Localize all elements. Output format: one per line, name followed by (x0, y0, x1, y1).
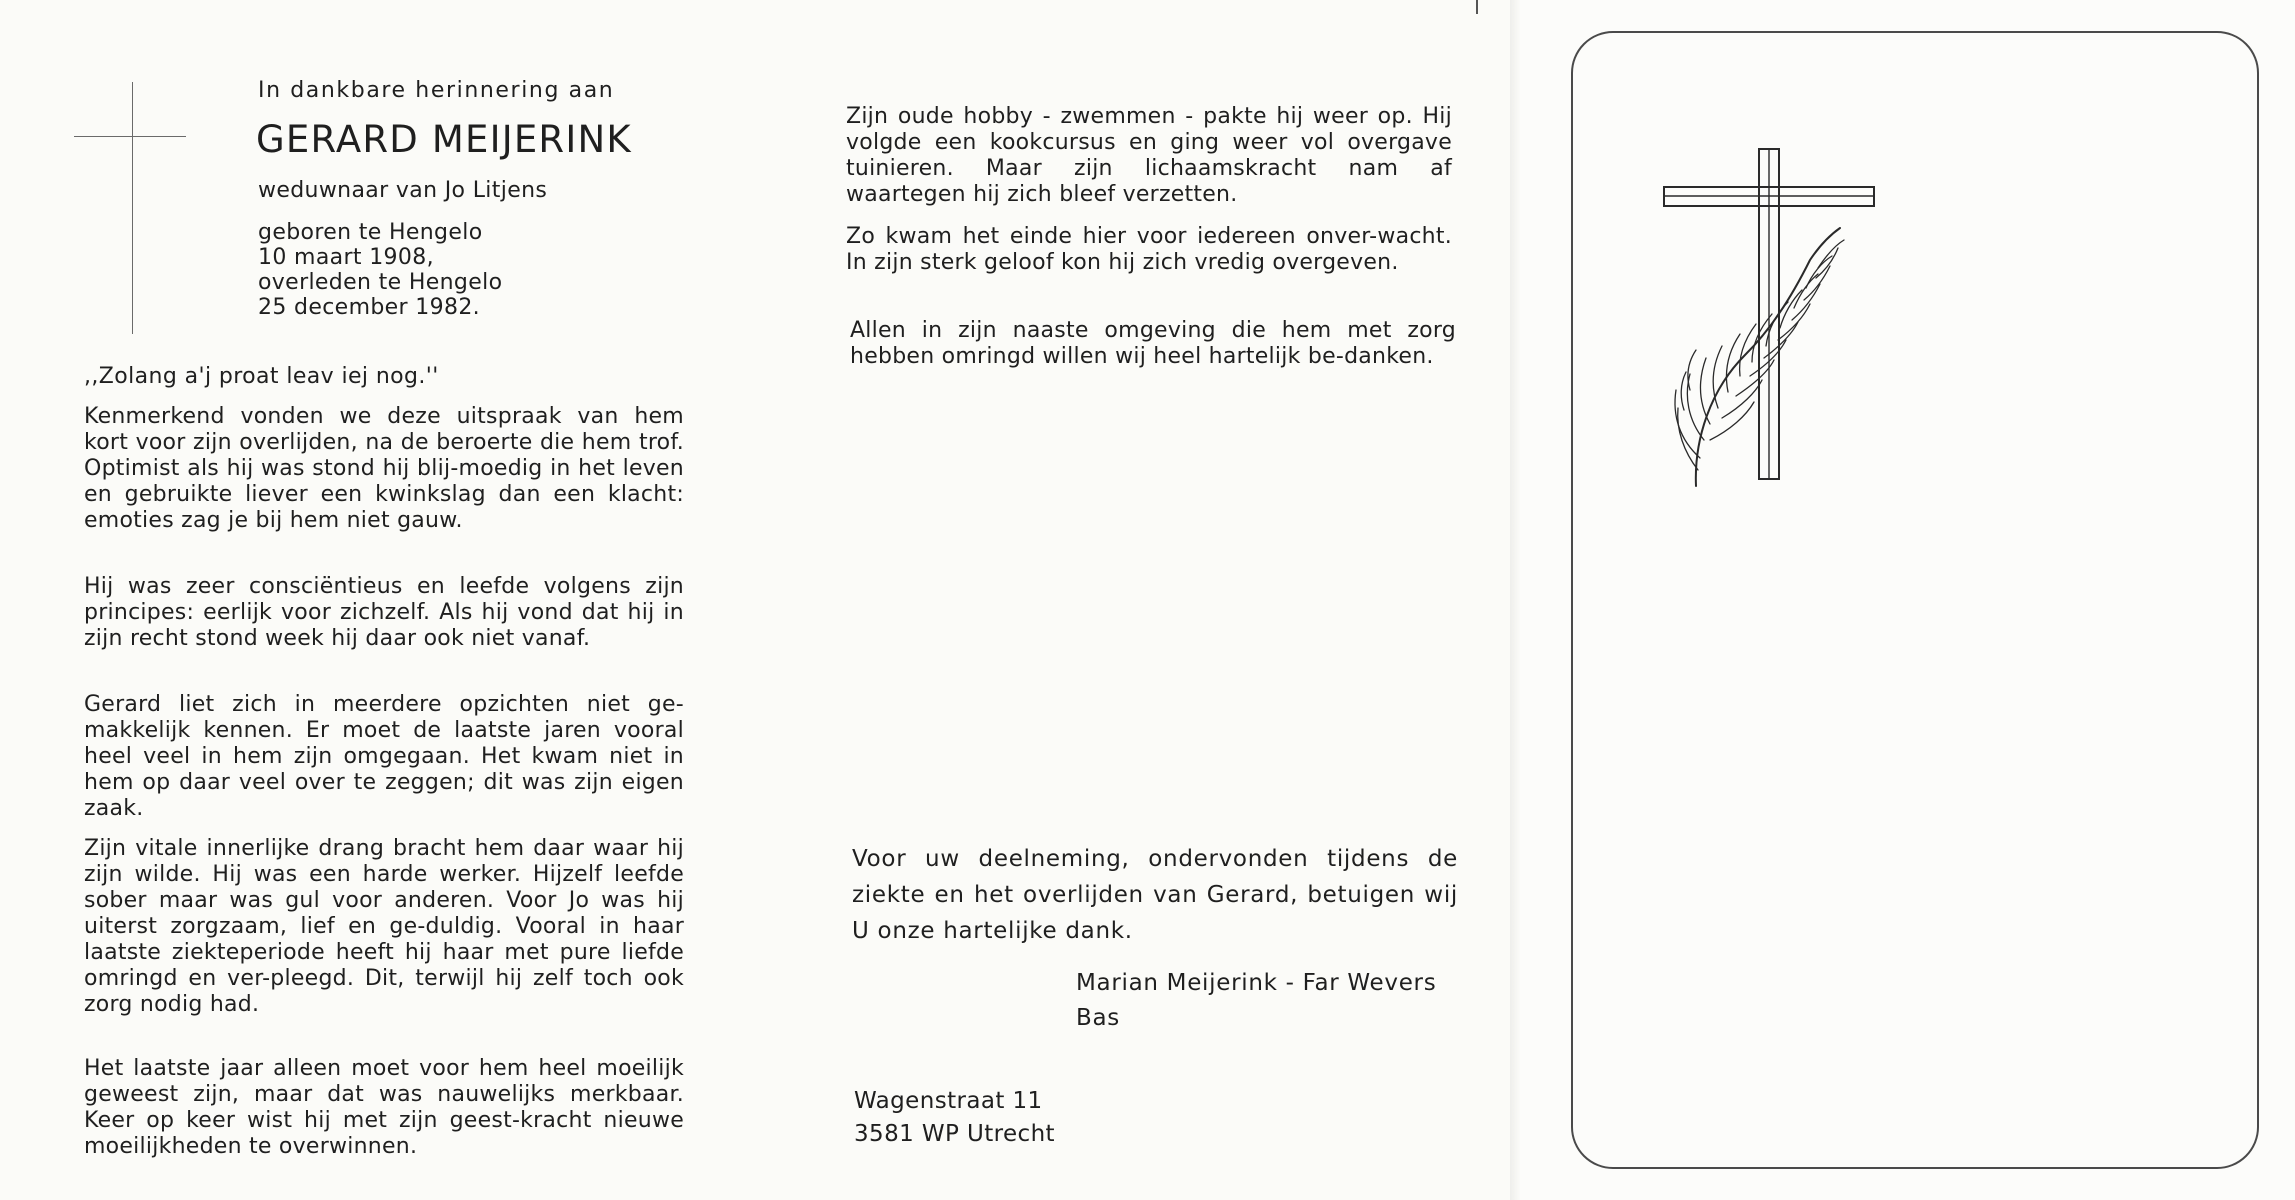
signature-block (1076, 966, 1436, 1036)
address-street: Wagenstraat 11 (854, 1088, 1043, 1114)
left-paragraph-1: Kenmerkend vonden we deze uitspraak van hem kort voor zijn overlijden, na de beroerte die hem trof. Optimist als hij was stond hij blij-moedig in het leven en gebruikte liever een kwinkslag dan een klacht: emoties zag je bij hem niet gauw. (84, 404, 684, 533)
signature-line-1: Marian Meijerink - Far Wevers (1076, 970, 1437, 996)
left-paragraph-5: Het laatste jaar alleen moet voor hem heel moeilijk geweest zijn, maar dat was nauwelijks merkbaar. Keer op keer wist hij met zijn geest-kracht nieuwe moeilijkheden te overwinnen. (84, 1056, 684, 1159)
cross-with-palm-icon (1650, 140, 1890, 500)
intro-line: In dankbare herinnering aan (258, 78, 615, 103)
card-fold-shadow (1510, 0, 1520, 1200)
address-city: 3581 WP Utrecht (854, 1121, 1055, 1147)
signature-line-2: Bas (1076, 1005, 1120, 1031)
fold-mark (1476, 0, 1478, 14)
middle-paragraph-1: Zijn oude hobby - zwemmen - pakte hij weer op. Hij volgde een kookcursus en ging weer vol overgave tuinieren. Maar zijn lichaamskracht nam af waartegen hij zich bleef verzetten. (846, 104, 1452, 207)
middle-paragraph-3: Allen in zijn naaste omgeving die hem met zorg hebben omringd willen wij heel hartelijk be-danken. (850, 318, 1456, 369)
quote: ,,Zolang a'j proat leav iej nog.'' (84, 364, 439, 389)
birth-place: geboren te Hengelo (258, 220, 483, 245)
left-paragraph-3: Gerard liet zich in meerdere opzichten niet ge-makkelijk kennen. Er moet de laatste jaren vooral heel veel in hem zijn omgegaan. Het kwam niet in hem op daar veel over te zeggen; dit was zijn eigen zaak. (84, 692, 684, 821)
middle-paragraph-2: Zo kwam het einde hier voor iedereen onver-wacht. In zijn sterk geloof kon hij zich vredig overgeven. (846, 224, 1452, 275)
birth-date: 10 maart 1908, (258, 245, 434, 270)
address-block (854, 1085, 1055, 1151)
birth-death-block (258, 220, 678, 320)
header-cross-horizontal (74, 136, 186, 137)
deceased-name: GERARD MEIJERINK (256, 118, 632, 161)
death-date: 25 december 1982. (258, 295, 481, 320)
left-paragraph-2: Hij was zeer consciëntieus en leefde volgens zijn principes: eerlijk voor zichzelf. Als hij vond dat hij in zijn recht stond week hij daar ook niet vanaf. (84, 574, 684, 651)
left-paragraph-4: Zijn vitale innerlijke drang bracht hem daar waar hij zijn wilde. Hij was een harde werker. Hijzelf leefde sober maar was gul voor anderen. Voor Jo was hij uiterst zorgzaam, lief en ge-duldig. Vooral in haar laatste ziekteperiode heeft hij haar met pure liefde omringd en ver-pleegd. Dit, terwijl hij zelf toch ook zorg nodig had. (84, 836, 684, 1017)
death-place: overleden te Hengelo (258, 270, 503, 295)
widower-line: weduwnaar van Jo Litjens (258, 178, 548, 203)
header-cross-vertical (132, 82, 133, 334)
thanks-paragraph: Voor uw deelneming, ondervonden tijdens de ziekte en het overlijden van Gerard, betuigen wij U onze hartelijke dank. (852, 846, 1458, 944)
